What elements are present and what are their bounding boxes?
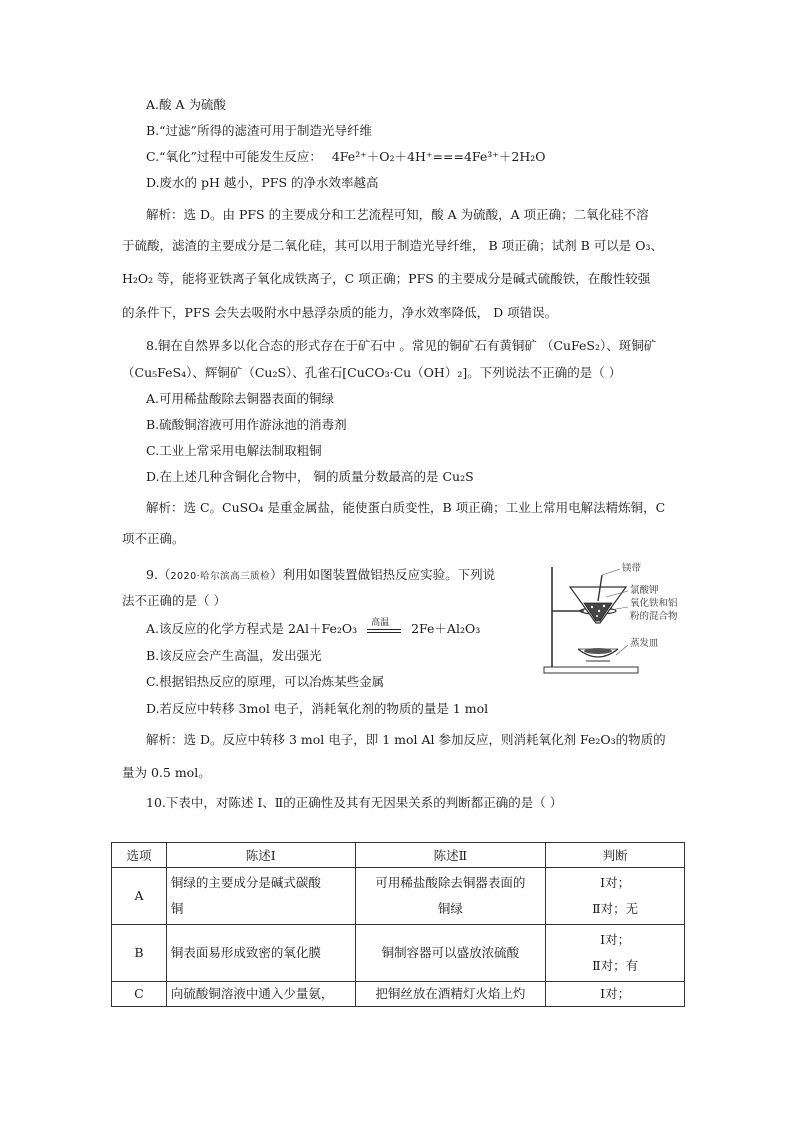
row-statement-2: [355, 868, 546, 925]
q9-stem-line-2: 法不正确的是（ ）: [122, 593, 226, 608]
cell-line: 铜绿的主要成分是碱式碳酸: [170, 875, 321, 890]
q7-explain-line-1: 解析：选 D。由 PFS 的主要成分和工艺流程可知，酸 A 为硫酸，A 项正确；二氧化硅不溶: [146, 207, 649, 222]
row-statement-1: 铜表面易形成致密的氧化膜: [166, 925, 355, 982]
table-row: [112, 925, 685, 982]
q9-explain-line-1: 解析：选 D。反应中转移 3 mol 电子，即 1 mol Al 参加反应，则消耗氧化剂 Fe₂O₃的物质的: [146, 732, 666, 747]
q8-explain-line-1: 解析：选 C。CuSO₄ 是重金属盐，能使蛋白质变性，B 项正确；工业上常用电解法精炼铜，C: [146, 500, 666, 515]
cell-line: 铜绿: [437, 901, 463, 916]
mixture-grain: [596, 615, 598, 617]
cell-line: Ⅱ对；无: [592, 901, 639, 916]
row-judgement: [546, 868, 685, 925]
row-statement-2: 把铜丝放在酒精灯火焰上灼: [355, 982, 546, 1007]
q7-option-c: [146, 148, 546, 166]
header-statement-2: 陈述Ⅱ: [355, 843, 546, 868]
reaction-equals-bar-lower: [367, 632, 401, 633]
mixture-grain: [603, 605, 605, 607]
label-leader: [616, 645, 628, 655]
row-statement-2: 铜制容器可以盛放浓硫酸: [355, 925, 546, 982]
cell-line: 可用稀盐酸除去铜器表面的: [375, 875, 526, 890]
header-statement-1: 陈述Ⅰ: [166, 843, 355, 868]
q7-option-d: D.废水的 pH 越小，PFS 的净水效率越高: [146, 175, 379, 190]
q9-option-c: C.根据铝热反应的原理，可以冶炼某些金属: [146, 674, 385, 689]
table-header-row: [112, 843, 685, 868]
label-evaporating-dish: 蒸发皿: [630, 638, 659, 649]
q8-option-a: A.可用稀盐酸除去铜器表面的铜绿: [146, 391, 335, 406]
row-judgement: [546, 925, 685, 982]
label-magnesium-ribbon: 镁带: [622, 563, 642, 574]
q8-stem-line-1: 8.铜在自然界多以化合态的形式存在于矿石中 。常见的铜矿石有黄铜矿 （CuFeS₂）、斑铜矿: [146, 338, 657, 353]
label-potassium-chlorate: 氯酸钾: [630, 585, 659, 596]
mixture-grain: [598, 610, 600, 612]
q7-option-b: B.“过滤”所得的滤渣可用于制造光导纤维: [146, 123, 372, 138]
stand-base: [544, 667, 638, 673]
q7-option-c-text: C.“氧化”过程中可能发生反应：: [146, 149, 322, 164]
q9-option-d: D.若反应中转移 3mol 电子，消耗氧化剂的物质的量是 1 mol: [146, 701, 489, 716]
label-mixture-line-2: 粉的混合物: [630, 611, 678, 622]
q9-option-a: [146, 617, 481, 638]
q7-option-c-equation: 4Fe²⁺＋O₂＋4H⁺===4Fe³⁺＋2H₂O: [331, 149, 546, 164]
row-option: A: [112, 868, 167, 925]
row-statement-1: [166, 868, 355, 925]
q9-stem-text: ）利用如图装置做铝热反应实验。下列说: [270, 567, 496, 582]
cell-line: Ⅰ对；: [600, 875, 631, 890]
thermite-apparatus-figure: [536, 561, 696, 679]
row-judgement: Ⅰ对；: [546, 982, 685, 1007]
q9-option-a-rhs: 2Fe＋Al₂O₃: [411, 621, 481, 636]
q8-option-b: B.硫酸铜溶液可用作游泳池的消毒剂: [146, 417, 347, 432]
header-judgement: 判断: [546, 843, 685, 868]
q8-option-d: D.在上述几种含铜化合物中， 铜的质量分数最高的是 Cu₂S: [146, 469, 474, 484]
q7-explain-line-2: 于硫酸，滤渣的主要成分是二氧化硅，其可以用于制造光导纤维， B 项正确；试剂 B 可以是 O₃、: [122, 238, 663, 253]
table-row: [112, 868, 685, 925]
reaction-condition: 高温: [371, 617, 390, 628]
header-option: 选项: [112, 843, 167, 868]
q9-number: 9.（: [146, 567, 171, 582]
q7-explain-line-4: 的条件下，PFS 会失去吸附水中悬浮杂质的能力，净水效率降低， D 项错误。: [122, 305, 558, 320]
row-statement-1: 向硫酸铜溶液中通入少量氨，: [166, 982, 355, 1007]
q8-stem-line-2: （Cu₅FeS₄）、辉铜矿（Cu₂S）、孔雀石[CuCO₃·Cu（OH）₂]。下列说法不正确的是（ ）: [122, 365, 622, 380]
cell-line: 铜: [170, 901, 184, 916]
cell-line: Ⅱ对；有: [592, 958, 639, 973]
mixture-grain: [591, 606, 593, 608]
table-row: [112, 982, 685, 1007]
q9-stem-line-1: [146, 566, 495, 586]
reaction-equals-bar: [367, 629, 401, 630]
label-mixture-line-1: 氧化铁和铝: [630, 598, 678, 609]
label-leader: [602, 569, 620, 575]
q7-explain-line-3: H₂O₂ 等，能将亚铁离子氧化成铁离子，C 项正确；PFS 的主要成分是碱式硫酸铁，在酸性较强: [122, 271, 651, 286]
q9-option-a-lhs: A.该反应的化学方程式是 2Al＋Fe₂O₃: [146, 621, 358, 636]
q10-stem: 10.下表中，对陈述 Ⅰ、Ⅱ的正确性及其有无因果关系的判断都正确的是（ ）: [146, 795, 563, 810]
reaction-arrow: [367, 617, 401, 637]
q10-table: [111, 842, 685, 1007]
row-option: C: [112, 982, 167, 1007]
sand-in-dish: [584, 648, 612, 654]
cell-line: Ⅰ对；: [600, 932, 631, 947]
q9-option-b: B.该反应会产生高温，发出强光: [146, 648, 322, 663]
q8-option-c: C.工业上常采用电解法制取粗铜: [146, 443, 322, 458]
q7-option-a: A.酸 A 为硫酸: [146, 97, 226, 112]
q8-explain-line-2: 项不正确。: [122, 531, 185, 546]
q9-source: 2020·哈尔滨高三质检: [170, 571, 271, 582]
row-option: B: [112, 925, 167, 982]
q9-explain-line-2: 量为 0.5 mol。: [122, 765, 211, 780]
